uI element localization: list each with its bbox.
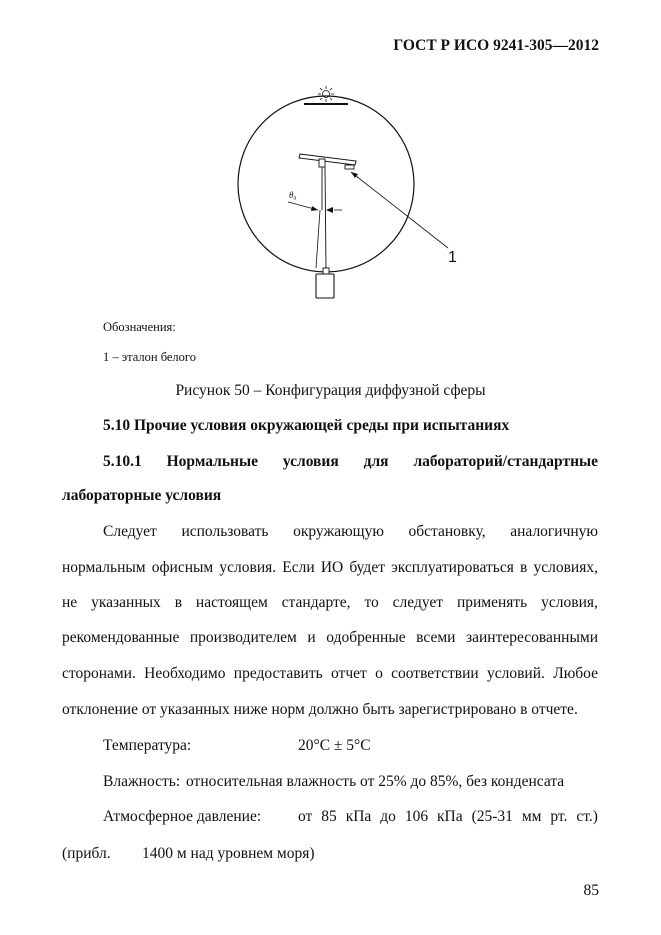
humidity-value: относительная влажность от 25% до 85%, без конденсата <box>186 773 565 790</box>
word: мм <box>521 808 542 825</box>
word: применять <box>456 594 528 611</box>
word: использовать <box>181 523 269 540</box>
subsection-heading-cont: лабораторные условия <box>62 487 222 504</box>
diffuse-sphere-diagram <box>230 72 470 312</box>
legend-title: Обозначения: <box>103 320 176 334</box>
light-source-icon <box>318 86 334 102</box>
paragraph-line-2: нормальным офисным условия. Если ИО будет эксплуатироваться в условиях, <box>62 559 598 576</box>
word: не <box>62 594 78 611</box>
word: Следует <box>103 523 157 540</box>
callout-number: 1 <box>448 249 457 266</box>
paragraph-line-6: отклонение от указанных ниже норм должно быть зарегистрировано в отчете. <box>62 701 578 718</box>
paragraph-line-5: сторонами. Необходимо предоставить отчет о соответствии условий. Любое <box>62 665 598 682</box>
word: обстановку, <box>408 523 486 540</box>
word: в <box>174 594 183 611</box>
white-standard <box>345 165 354 169</box>
word: окружающую <box>293 523 384 540</box>
figure-caption: Рисунок 50 – Конфигурация диффузной сферы <box>175 382 486 399</box>
word: кПа <box>345 808 372 825</box>
angle-label: θ₀ <box>289 190 297 200</box>
temperature-label: Температура: <box>103 737 192 754</box>
word: стандарте, <box>281 594 351 611</box>
paragraph-line-1 <box>103 523 598 541</box>
word: то <box>364 594 379 611</box>
pressure-value <box>298 808 598 826</box>
word: кПа <box>437 808 463 825</box>
detector-body <box>316 274 334 298</box>
word: рт. <box>550 808 568 825</box>
heading-word: условия <box>282 453 339 470</box>
detector-line <box>325 167 326 268</box>
paragraph-line-3 <box>62 594 598 612</box>
heading-word: лабораторий/стандартные <box>413 453 598 470</box>
word: настоящем <box>195 594 268 611</box>
word: 85 <box>321 808 337 825</box>
altitude-value: 1400 м над уровнем моря) <box>142 845 315 862</box>
page-number: 85 <box>583 882 599 899</box>
word: условия, <box>541 594 598 611</box>
detector-connector <box>323 268 329 274</box>
baffle <box>304 103 348 105</box>
heading-word: Нормальные <box>166 453 258 470</box>
temperature-value: 20°C ± 5°C <box>298 737 371 754</box>
heading-word: 5.10.1 <box>103 453 142 470</box>
section-heading: 5.10 Прочие условия окружающей среды при испытаниях <box>103 417 510 434</box>
word: ст.) <box>576 808 598 825</box>
word: следует <box>392 594 444 611</box>
callout-line <box>351 172 448 248</box>
sample-plate <box>299 154 356 165</box>
paragraph-line-4: рекомендованные производителем и одобренные всеми заинтересованными <box>62 629 598 646</box>
document-code: ГОСТ Р ИСО 9241-305—2012 <box>393 37 599 54</box>
word: от <box>298 808 313 825</box>
word: указанных <box>91 594 161 611</box>
legend-item: 1 – эталон белого <box>103 350 196 364</box>
subsection-heading <box>103 453 598 471</box>
altitude-prefix: (прибл. <box>62 845 111 862</box>
sample-stem <box>319 159 325 167</box>
word: 106 <box>404 808 429 825</box>
pressure-label: Атмосферное давление: <box>103 808 262 825</box>
word: аналогичную <box>510 523 598 540</box>
word: до <box>380 808 396 825</box>
word: (25-31 <box>471 808 513 825</box>
heading-word: для <box>363 453 389 470</box>
humidity-label: Влажность: <box>103 773 181 790</box>
